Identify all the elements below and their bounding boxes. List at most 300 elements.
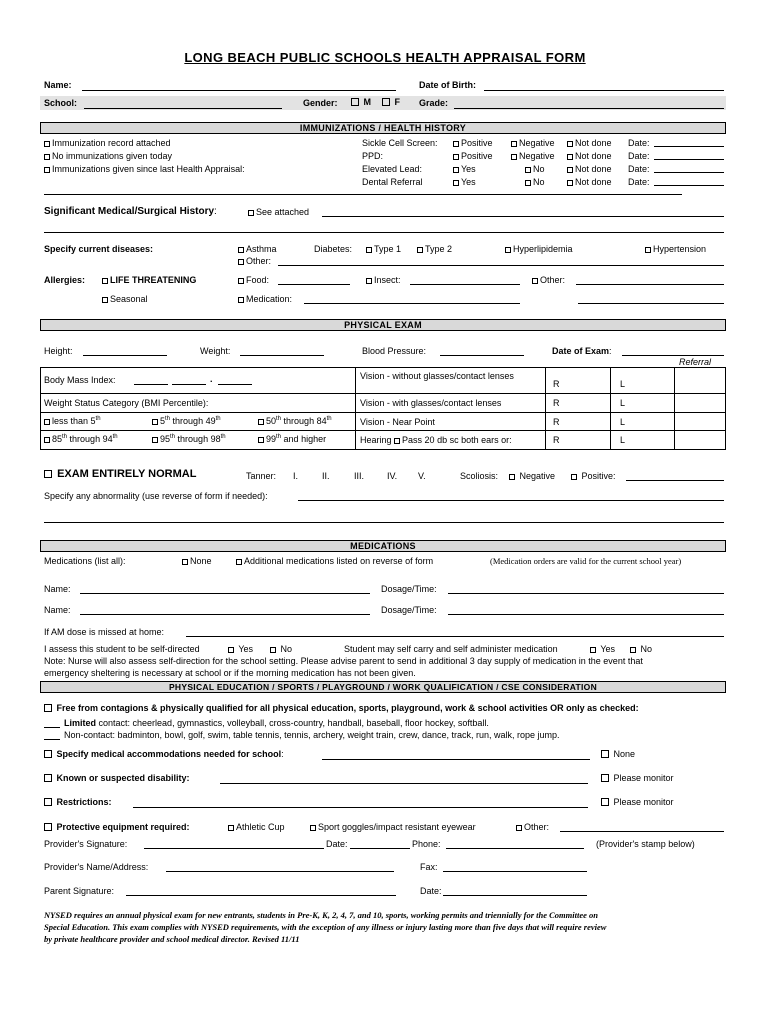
vision-without-l[interactable]: L — [620, 379, 626, 389]
height-label: Height: — [44, 346, 73, 356]
test-dates — [628, 137, 650, 189]
nysed-footer — [44, 909, 606, 945]
option-label: less than 5 — [52, 416, 96, 426]
test-option[interactable] — [511, 150, 555, 163]
hearing-r[interactable]: R — [553, 435, 560, 445]
abnormality-field[interactable] — [298, 500, 724, 501]
checkbox[interactable] — [645, 247, 651, 253]
checkbox[interactable] — [238, 259, 244, 265]
checkbox[interactable] — [601, 774, 609, 782]
checkbox[interactable] — [509, 474, 515, 480]
option-label: Negative — [519, 471, 556, 481]
dob-label: Date of Birth: — [419, 80, 476, 90]
other-disease-option[interactable] — [238, 256, 271, 266]
am-dose-field[interactable] — [186, 636, 724, 637]
tanner-5[interactable]: V. — [418, 471, 426, 481]
seasonal-option[interactable] — [102, 294, 148, 304]
option-label: LIFE THREATENING — [110, 275, 197, 285]
vision-with-l[interactable]: L — [620, 398, 626, 408]
option-label: Immunization record attached — [52, 138, 171, 148]
test-option[interactable] — [567, 176, 612, 189]
checkbox[interactable] — [511, 141, 517, 147]
test-col-c — [567, 137, 612, 189]
test-option[interactable] — [567, 150, 612, 163]
disability-field[interactable] — [220, 783, 588, 784]
tanner-2[interactable]: II. — [322, 471, 330, 481]
vision-near-r[interactable]: R — [553, 417, 560, 427]
sickle-date-field[interactable] — [654, 146, 724, 147]
checkbox[interactable] — [516, 825, 522, 831]
history-field[interactable] — [322, 216, 724, 217]
grid-line — [40, 430, 726, 431]
self-carry-label: Student may self carry and self administer medication — [344, 644, 558, 654]
option-label: and higher — [283, 434, 327, 444]
option-label: No — [280, 644, 293, 654]
option-label: No — [640, 644, 653, 654]
vision-near-label: Vision - Near Point — [360, 417, 435, 427]
restrictions-field[interactable] — [133, 807, 588, 808]
dob-field[interactable] — [484, 90, 724, 91]
protective-other-field[interactable] — [560, 831, 724, 832]
checkbox[interactable] — [102, 278, 108, 284]
disability-option[interactable] — [44, 773, 190, 783]
date-label: Date: — [628, 138, 650, 148]
checkbox[interactable] — [238, 297, 244, 303]
grid-line — [545, 367, 546, 449]
checkbox[interactable] — [182, 559, 188, 565]
bmi-label: Body Mass Index: — [44, 375, 116, 385]
school-field[interactable] — [84, 108, 282, 109]
pass-checkbox[interactable] — [394, 438, 400, 444]
sickle-cell-label: Sickle Cell Screen: — [362, 138, 438, 148]
med-name-label: Name: — [44, 584, 71, 594]
disability-monitor[interactable] — [601, 773, 674, 783]
p95-98-option[interactable] — [152, 434, 226, 444]
p85-94-option[interactable] — [44, 434, 118, 444]
checkbox[interactable] — [44, 154, 50, 160]
checkbox[interactable] — [152, 437, 158, 443]
option-label: Type 2 — [425, 244, 453, 254]
checkbox[interactable] — [44, 798, 52, 806]
hearing-text: Hearing — [360, 435, 392, 445]
protective-other-option[interactable] — [516, 822, 549, 832]
option-label: Type 1 — [374, 244, 402, 254]
checkbox[interactable] — [228, 825, 234, 831]
fax-field[interactable] — [443, 871, 587, 872]
immunizations-since-option[interactable] — [44, 163, 245, 176]
scoliosis-label: Scoliosis: — [460, 471, 499, 481]
checkbox[interactable] — [567, 180, 573, 186]
option-label: Not done — [575, 164, 612, 174]
checkbox[interactable] — [152, 419, 158, 425]
option-label: Positive — [461, 138, 493, 148]
checkbox[interactable] — [366, 247, 372, 253]
option-label: Hyperlipidemia — [513, 244, 573, 254]
type2-option[interactable] — [417, 244, 452, 254]
grid-line — [610, 367, 611, 449]
checkbox[interactable] — [601, 798, 609, 806]
option-label: Other: — [524, 822, 550, 832]
hypertension-option[interactable] — [645, 244, 706, 254]
option-label: Asthma — [246, 244, 277, 254]
sup-th: th — [215, 416, 221, 422]
see-attached-option[interactable] — [248, 207, 309, 217]
checkbox[interactable] — [567, 167, 573, 173]
option-label: Please monitor — [613, 773, 674, 783]
gender-f-checkbox[interactable] — [382, 98, 390, 106]
checkbox[interactable] — [44, 141, 50, 147]
checkbox[interactable] — [44, 774, 52, 782]
allergies-label: Allergies: — [44, 275, 86, 285]
nurse-note-1: Note: Nurse will also assess self-direction for the school setting. Please advise parent to send in additional 3 day supply of medication in the event that — [44, 656, 643, 666]
option-label: None — [613, 749, 636, 759]
test-labels — [362, 137, 438, 189]
self-directed-no[interactable] — [270, 644, 292, 654]
checkbox[interactable] — [567, 154, 573, 160]
option-label: Sport goggles/impact resistant eyewear — [318, 822, 476, 832]
checkbox[interactable] — [236, 559, 242, 565]
athletic-cup-option[interactable] — [228, 822, 285, 832]
provider-date-label: Date: — [326, 839, 348, 849]
lead-label: Elevated Lead: — [362, 164, 423, 174]
option-label: through 94 — [69, 434, 113, 444]
sup-th: th — [276, 434, 282, 440]
life-threatening-option[interactable] — [102, 275, 196, 285]
option-label: Not done — [575, 138, 612, 148]
test-option[interactable] — [511, 163, 555, 176]
grid-line — [725, 367, 726, 449]
option-label: Yes — [600, 644, 616, 654]
medication-allergy-field[interactable] — [304, 303, 520, 304]
checkbox[interactable] — [525, 167, 531, 173]
date-exam-label — [552, 346, 612, 356]
test-col-b — [511, 137, 555, 189]
significant-history-text: Significant Medical/Surgical History — [44, 206, 215, 217]
other-allergy-option[interactable] — [532, 275, 565, 285]
option-label: Not done — [575, 177, 612, 187]
dosage-label: Dosage/Time: — [381, 584, 437, 594]
option-label: through 84 — [283, 416, 327, 426]
noncontact-text: Non-contact: badminton, bowl, golf, swim, table tennis, tennis, archery, weight train, crew, dance, track, run, walk, rope jump. — [64, 730, 560, 740]
gender-f-label: F — [394, 97, 401, 107]
weight-label: Weight: — [200, 346, 231, 356]
insect-field[interactable] — [410, 284, 520, 285]
option-label: Free from contagions & physically qualified for all physical education, sports, playground, work & school activities OR only as checked: — [56, 703, 639, 713]
physical-exam-bar: PHYSICAL EXAM — [40, 319, 726, 331]
med-name-label-2: Name: — [44, 605, 71, 615]
bmi-dot: . — [210, 374, 213, 384]
test-option[interactable] — [453, 150, 493, 163]
height-field[interactable] — [83, 355, 167, 356]
checkbox[interactable] — [44, 470, 52, 478]
less5-option[interactable] — [44, 416, 101, 426]
checkbox[interactable] — [310, 825, 316, 831]
option-label: Negative — [519, 138, 555, 148]
checkbox[interactable] — [590, 647, 596, 653]
checkbox[interactable] — [248, 210, 254, 216]
vision-near-l[interactable]: L — [620, 417, 626, 427]
medication-allergy-option[interactable] — [238, 294, 292, 304]
grid-line — [40, 393, 726, 394]
test-option[interactable] — [511, 137, 555, 150]
option-label: Yes — [238, 644, 254, 654]
test-option[interactable] — [453, 176, 493, 189]
test-option[interactable] — [567, 137, 612, 150]
sup-th: th — [95, 416, 101, 422]
history-field-2[interactable] — [44, 232, 724, 233]
option-label: No — [533, 177, 545, 187]
option-label: EXAM ENTIRELY NORMAL — [57, 468, 197, 480]
sup-th: th — [276, 416, 282, 422]
colon: : — [281, 749, 284, 759]
option-label: Yes — [461, 164, 476, 174]
date-label: Date: — [628, 151, 650, 161]
checkbox[interactable] — [453, 180, 459, 186]
option-label: Hypertension — [653, 244, 707, 254]
medications-list-label: Medications (list all): — [44, 556, 126, 566]
gender-m-label: M — [363, 97, 372, 107]
med-none-option[interactable] — [182, 556, 212, 566]
parent-date-field[interactable] — [443, 895, 587, 896]
noncontact-blank[interactable] — [44, 739, 60, 740]
abnormality-field-2[interactable] — [44, 522, 724, 523]
goggles-option[interactable] — [310, 822, 476, 832]
vision-without-r[interactable]: R — [553, 379, 560, 389]
significant-history-label — [44, 206, 217, 217]
gender-label: Gender: — [303, 98, 338, 108]
nurse-note-2: emergency sheltering is necessary at school or if the morning medication has not been given. — [44, 668, 416, 678]
colon: : — [609, 346, 612, 356]
hearing-l[interactable]: L — [620, 435, 626, 445]
hyperlipidemia-option[interactable] — [505, 244, 573, 254]
immunizations-given-line[interactable] — [44, 194, 682, 195]
checkbox[interactable] — [366, 278, 372, 284]
accommodations-option[interactable] — [44, 749, 284, 759]
phone-field[interactable] — [446, 848, 584, 849]
checkbox[interactable] — [571, 474, 577, 480]
additional-meds-option[interactable] — [236, 556, 433, 566]
provider-name-field[interactable] — [166, 871, 394, 872]
checkbox[interactable] — [238, 247, 244, 253]
ppd-label: PPD: — [362, 151, 384, 161]
self-directed-label: I assess this student to be self-directed — [44, 644, 200, 654]
checkbox[interactable] — [453, 154, 459, 160]
sup-th: th — [112, 434, 118, 440]
bp-label: Blood Pressure: — [362, 346, 427, 356]
checkbox[interactable] — [270, 647, 276, 653]
accommodations-none[interactable] — [601, 749, 635, 759]
scoliosis-positive[interactable] — [571, 471, 616, 481]
option-label: Positive: — [581, 471, 616, 481]
checkbox[interactable] — [453, 167, 459, 173]
limited-blank[interactable] — [44, 727, 60, 728]
gender-m-checkbox[interactable] — [351, 98, 359, 106]
sup-th: th — [62, 434, 68, 440]
name-field[interactable] — [82, 90, 396, 91]
checkbox[interactable] — [44, 419, 50, 425]
p50-84-option[interactable] — [258, 416, 332, 426]
grid-line — [40, 367, 726, 368]
option-label: Negative — [519, 151, 555, 161]
lead-date-field[interactable] — [654, 172, 724, 173]
grid-line — [674, 367, 675, 449]
weight-field[interactable] — [240, 355, 324, 356]
date-exam-field[interactable] — [622, 355, 724, 356]
grid-line — [355, 367, 356, 449]
option-label: Please monitor — [613, 797, 674, 807]
checkbox[interactable] — [505, 247, 511, 253]
self-carry-yes[interactable] — [590, 644, 615, 654]
other-disease-field[interactable] — [278, 265, 724, 266]
dental-label: Dental Referral — [362, 177, 423, 187]
scoliosis-field[interactable] — [626, 480, 724, 481]
option-label: Other: — [540, 275, 566, 285]
parent-signature-field[interactable] — [126, 895, 396, 896]
med-name-field-2[interactable] — [80, 614, 370, 615]
checkbox[interactable] — [44, 167, 50, 173]
exam-normal-option[interactable] — [44, 468, 196, 480]
option-label: Seasonal — [110, 294, 148, 304]
test-option[interactable] — [567, 163, 612, 176]
dosage-field[interactable] — [448, 593, 724, 594]
provider-signature-field[interactable] — [144, 848, 324, 849]
sup-th: th — [326, 416, 332, 422]
test-col-a — [453, 137, 493, 189]
checkbox[interactable] — [532, 278, 538, 284]
pe-bar: PHYSICAL EDUCATION / SPORTS / PLAYGROUND / WORK QUALIFICATION / CSE CONSIDERATION — [40, 681, 726, 693]
date-exam-text: Date of Exam — [552, 346, 610, 356]
restrictions-option[interactable] — [44, 797, 112, 807]
sup-th: th — [220, 434, 226, 440]
p99-option[interactable] — [258, 434, 326, 444]
med-name-field[interactable] — [80, 593, 370, 594]
option-label: Athletic Cup — [236, 822, 285, 832]
self-carry-no[interactable] — [630, 644, 652, 654]
grid-line — [40, 367, 41, 449]
immunization-record-option[interactable] — [44, 137, 245, 150]
food-field[interactable] — [278, 284, 350, 285]
sup-th: th — [170, 434, 176, 440]
free-option[interactable] — [44, 703, 639, 713]
checkbox[interactable] — [511, 154, 517, 160]
dosage-field-2[interactable] — [448, 614, 724, 615]
checkbox[interactable] — [228, 647, 234, 653]
gender-m[interactable] — [351, 97, 371, 107]
accommodations-field[interactable] — [322, 759, 590, 760]
checkbox[interactable] — [630, 647, 636, 653]
checkbox[interactable] — [44, 437, 50, 443]
immunizations-bar: IMMUNIZATIONS / HEALTH HISTORY — [40, 122, 726, 134]
grade-field[interactable] — [454, 108, 724, 109]
checkbox[interactable] — [238, 278, 244, 284]
option-label: Yes — [461, 177, 476, 187]
type1-option[interactable] — [366, 244, 401, 254]
food-option[interactable] — [238, 275, 269, 285]
tanner-4[interactable]: IV. — [387, 471, 398, 481]
provider-signature-label: Provider's Signature: — [44, 839, 128, 849]
checkbox[interactable] — [102, 297, 108, 303]
referral-label: Referral — [679, 357, 712, 367]
checkbox[interactable] — [44, 704, 52, 712]
option-label: 99 — [266, 434, 277, 444]
med-orders-note: (Medication orders are valid for the current school year) — [490, 556, 682, 566]
sup-th: th — [165, 416, 171, 422]
vision-without-label: Vision - without glasses/contact lenses — [360, 371, 514, 381]
restrictions-monitor[interactable] — [601, 797, 674, 807]
other-allergy-field[interactable] — [576, 284, 724, 285]
grade-label: Grade: — [419, 98, 449, 108]
option-label: through 49 — [172, 416, 216, 426]
date-label: Date: — [628, 177, 650, 187]
test-option[interactable] — [453, 137, 493, 150]
vision-with-label: Vision - with glasses/contact lenses — [360, 398, 502, 408]
protective-option[interactable] — [44, 822, 190, 832]
footer-line-2: Special Education. This exam complies with NYSED requirements, with the exception of any illness or injury lasting more than five days that will require review — [44, 922, 607, 932]
dental-date-field[interactable] — [654, 185, 724, 186]
asthma-option[interactable] — [238, 244, 277, 254]
diseases-label: Specify current diseases: — [44, 244, 154, 254]
option-label: Additional medications listed on reverse of form — [244, 556, 434, 566]
diabetes-label: Diabetes: — [314, 244, 353, 254]
tanner-3[interactable]: III. — [354, 471, 365, 481]
checkbox[interactable] — [453, 141, 459, 147]
self-directed-yes[interactable] — [228, 644, 253, 654]
provider-date-field[interactable] — [350, 848, 410, 849]
scoliosis-negative[interactable] — [509, 471, 555, 481]
dosage-label-2: Dosage/Time: — [381, 605, 437, 615]
immunization-options — [44, 137, 245, 176]
gender-f[interactable] — [382, 97, 400, 107]
test-option[interactable] — [453, 163, 493, 176]
bmi-field-1[interactable] — [134, 384, 168, 385]
wsc-label: Weight Status Category (BMI Percentile): — [44, 398, 209, 408]
checkbox[interactable] — [44, 823, 52, 831]
bmi-field-2[interactable] — [172, 384, 206, 385]
medications-bar: MEDICATIONS — [40, 540, 726, 552]
p5-49-option[interactable] — [152, 416, 221, 426]
bp-field[interactable] — [440, 355, 524, 356]
insect-option[interactable] — [366, 275, 401, 285]
checkbox[interactable] — [258, 419, 264, 425]
bmi-field-3[interactable] — [218, 384, 252, 385]
option-label: Restrictions: — [56, 797, 112, 807]
name-label: Name: — [44, 80, 72, 90]
option-label: Other: — [246, 256, 272, 266]
tanner-1[interactable]: I. — [293, 471, 299, 481]
footer-line-1: NYSED requires an annual physical exam for new entrants, students in Pre-K, K, 2, 4, 7, and 10, sports, working permits and triennially for the Committee on — [44, 910, 598, 920]
checkbox[interactable] — [601, 750, 609, 758]
vision-with-r[interactable]: R — [553, 398, 560, 408]
extra-allergy-field[interactable] — [578, 303, 724, 304]
no-immunizations-option[interactable] — [44, 150, 245, 163]
test-option[interactable] — [511, 176, 555, 189]
option-label: Immunizations given since last Health Appraisal: — [52, 164, 245, 174]
checkbox[interactable] — [258, 437, 264, 443]
limited-label: Limited — [64, 718, 97, 728]
tanner-label: Tanner: — [246, 471, 277, 481]
checkbox[interactable] — [44, 750, 52, 758]
option-label: No — [533, 164, 545, 174]
checkbox[interactable] — [567, 141, 573, 147]
ppd-date-field[interactable] — [654, 159, 724, 160]
colon: : — [214, 206, 217, 217]
checkbox[interactable] — [417, 247, 423, 253]
limited-activities: contact: cheerlead, gymnastics, volleyball, cross-country, handball, baseball, floor hockey, softball. — [96, 718, 489, 728]
phone-label: Phone: — [412, 839, 441, 849]
grid-line — [40, 412, 726, 413]
checkbox[interactable] — [525, 180, 531, 186]
date-label: Date: — [628, 164, 650, 174]
